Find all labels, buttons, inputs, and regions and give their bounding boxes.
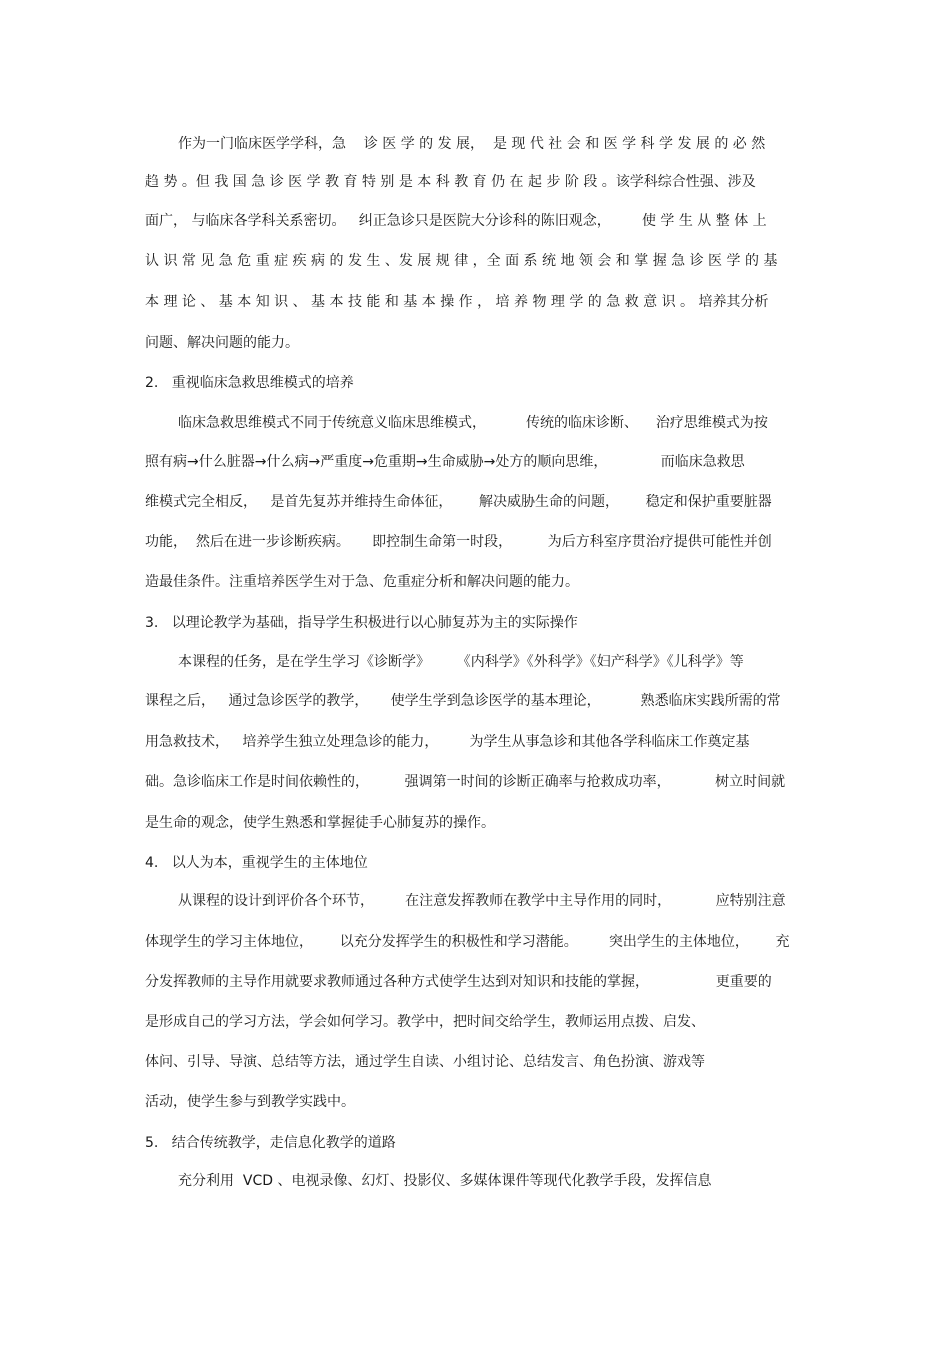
paragraph-line: 是生命的观念，使学生熟悉和掌握徒手心肺复苏的操作。 xyxy=(145,815,495,831)
paragraph-line: 体问、引导、导演、总结等方法，通过学生自读、小组讨论、总结发言、角色扮演、游戏等 xyxy=(145,1054,705,1070)
section-heading: 2. 重视临床急救思维模式的培养 xyxy=(145,375,354,391)
paragraph-line: 功能， 然后在进一步诊断疾病。 即控制生命第一时段， 为后方科室序贯治疗提供可能性并创 xyxy=(145,534,772,550)
paragraph-line: 从课程的设计到评价各个环节， 在注意发挥教师在教学中主导作用的同时， 应特别注意 xyxy=(178,893,786,909)
paragraph-line: 趋 势 。但 我 国 急 诊 医 学 教 育 特 别 是 本 科 教 育 仍 在 起 步 阶 段 。该学科综合性强、涉及 xyxy=(145,174,756,190)
paragraph-line: 活动，使学生参与到教学实践中。 xyxy=(145,1094,355,1110)
paragraph-line: 临床急救思维模式不同于传统意义临床思维模式， 传统的临床诊断、 治疗思维模式为按 xyxy=(178,415,768,431)
paragraph-line: 作为一门临床医学学科，急 诊 医 学 的 发 展， 是 现 代 社 会 和 医 学 科 学 发 展 的 必 然 xyxy=(178,136,766,152)
paragraph-line: 维模式完全相反， 是首先复苏并维持生命体征， 解决威胁生命的问题， 稳定和保护重要脏器 xyxy=(145,494,772,510)
paragraph-line: 充分利用 VCD 、电视录像、幻灯、投影仪、多媒体课件等现代化教学手段，发挥信息 xyxy=(178,1173,712,1189)
paragraph-line: 问题、解决问题的能力。 xyxy=(145,335,299,351)
paragraph-line: 课程之后， 通过急诊医学的教学， 使学生学到急诊医学的基本理论， 熟悉临床实践所需的常 xyxy=(145,693,781,709)
paragraph-line: 本 理 论 、 基 本 知 识 、 基 本 技 能 和 基 本 操 作 ， 培 养 物 理 学 的 急 救 意 识 。 培养其分析 xyxy=(145,294,769,310)
paragraph-line: 照有病→什么脏器→什么病→严重度→危重期→生命威胁→处方的顺向思维， 而临床急救思 xyxy=(145,454,745,470)
section-heading: 5. 结合传统教学，走信息化教学的道路 xyxy=(145,1135,396,1151)
paragraph-line: 是形成自己的学习方法，学会如何学习。教学中，把时间交给学生，教师运用点拨、启发、 xyxy=(145,1014,705,1030)
paragraph-line: 造最佳条件。注重培养医学生对于急、危重症分析和解决问题的能力。 xyxy=(145,574,579,590)
paragraph-line: 体现学生的学习主体地位， 以充分发挥学生的积极性和学习潜能。 突出学生的主体地位， 充 xyxy=(145,934,790,950)
paragraph-line: 本课程的任务，是在学生学习《诊断学》 《内科学》《外科学》《妇产科学》《儿科学》等 xyxy=(178,654,744,670)
paragraph-line: 认 识 常 见 急 危 重 症 疾 病 的 发 生 、发 展 规 律 ，全 面 系 统 地 领 会 和 掌 握 急 诊 医 学 的 基 xyxy=(145,253,778,269)
paragraph-line: 础。急诊临床工作是时间依赖性的， 强调第一时间的诊断正确率与抢救成功率， 树立时间就 xyxy=(145,774,786,790)
paragraph-line: 分发挥教师的主导作用就要求教师通过各种方式使学生达到对知识和技能的掌握， 更重要的 xyxy=(145,974,772,990)
paragraph-line: 面广， 与临床各学科关系密切。 纠正急诊只是医院大分诊科的陈旧观念， 使 学 生 从 整 体 上 xyxy=(145,213,767,229)
paragraph-line: 用急救技术， 培养学生独立处理急诊的能力， 为学生从事急诊和其他各学科临床工作奠定基 xyxy=(145,734,750,750)
section-heading: 3. 以理论教学为基础，指导学生积极进行以心肺复苏为主的实际操作 xyxy=(145,615,578,631)
section-heading: 4. 以人为本，重视学生的主体地位 xyxy=(145,855,368,871)
